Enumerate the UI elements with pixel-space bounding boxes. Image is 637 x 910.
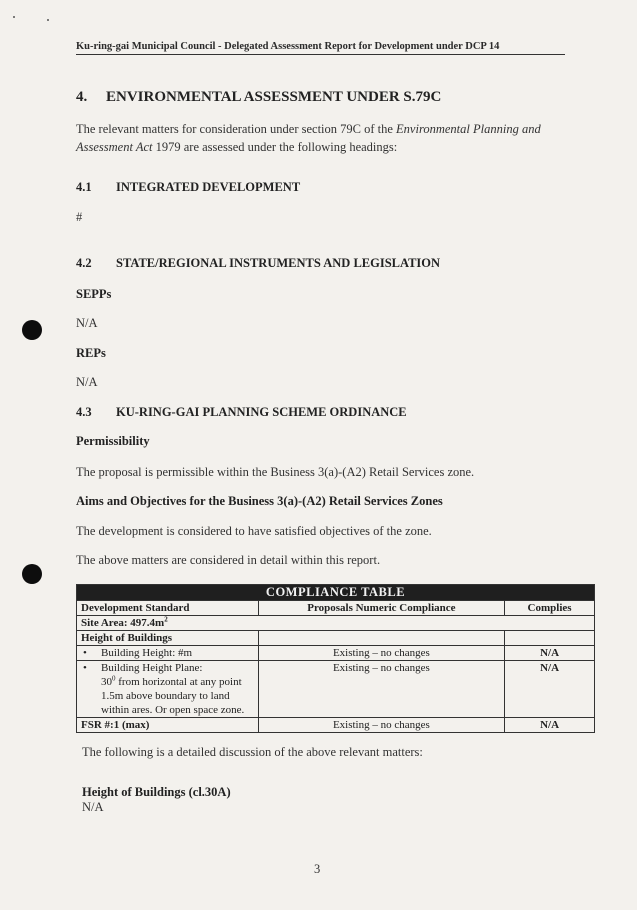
scan-speck	[13, 16, 15, 18]
section-4-2-title: STATE/REGIONAL INSTRUMENTS AND LEGISLATION	[116, 256, 441, 270]
table-title: COMPLIANCE TABLE	[77, 585, 595, 601]
section-4-1-number: 4.1	[76, 180, 92, 194]
section-4-number: 4.	[76, 89, 88, 105]
table-row	[77, 661, 595, 718]
reps-value: N/A	[76, 375, 98, 389]
permissibility-text: The proposal is permissible within the Business 3(a)-(A2) Retail Services zone.	[76, 465, 475, 479]
permissibility-heading: Permissibility	[76, 434, 150, 448]
table-row	[77, 646, 595, 661]
height-section-heading: Height of Buildings (cl.30A)	[82, 785, 231, 799]
section-4-1-content: #	[76, 210, 83, 224]
standard-cell: FSR #:1 (max)	[77, 718, 259, 733]
aims-text: The development is considered to have satisfied objectives of the zone.	[76, 524, 432, 538]
discussion-intro: The following is a detailed discussion of the above relevant matters:	[82, 745, 423, 759]
compliance-table	[76, 584, 595, 733]
intro-paragraph: The relevant matters for consideration under section 79C of the Environmental Planning and Assessment Act 1979 are assessed under the following headings:	[76, 122, 541, 154]
section-4-1-title: INTEGRATED DEVELOPMENT	[116, 180, 301, 194]
section-4-3-title: KU-RING-GAI PLANNING SCHEME ORDINANCE	[116, 405, 407, 419]
site-area-cell: Site Area: $497.4m^2$	[77, 616, 595, 631]
standard-cell: • Building Height Plane: $30^0$ from horizontal at any point 1.5m above boundary to land within ares. Or open space zone.	[77, 661, 259, 718]
reps-heading: REPs	[76, 346, 106, 360]
table-row	[77, 631, 595, 646]
bullet-icon: •	[83, 662, 87, 674]
table-cell	[505, 631, 595, 646]
header-rule	[76, 54, 565, 55]
height-section-value: N/A	[82, 800, 104, 814]
col-header-compliance: Proposals Numeric Compliance	[258, 601, 504, 616]
punch-hole-top	[22, 320, 42, 340]
section-4-3-number: 4.3	[76, 405, 92, 419]
col-header-standard: Development Standard	[77, 601, 259, 616]
bullet-icon: •	[83, 647, 87, 659]
section-4-title: ENVIRONMENTAL ASSESSMENT UNDER S.79C	[106, 89, 442, 105]
compliance-cell: Existing – no changes	[258, 718, 504, 733]
height-heading-cell: Height of Buildings	[77, 631, 259, 646]
compliance-cell: Existing – no changes	[258, 646, 504, 661]
sepps-value: N/A	[76, 316, 98, 330]
complies-cell: N/A	[505, 646, 595, 661]
table-row	[77, 718, 595, 733]
table-title-row	[77, 585, 595, 601]
standard-cell: • Building Height: #m	[77, 646, 259, 661]
page-number: 3	[314, 862, 321, 876]
complies-cell: N/A	[505, 661, 595, 718]
col-header-complies: Complies	[505, 601, 595, 616]
compliance-cell: Existing – no changes	[258, 661, 504, 718]
scan-speck	[47, 19, 49, 21]
running-header: Ku-ring-gai Municipal Council - Delegated Assessment Report for Development under DCP 14	[76, 41, 500, 52]
section-4-2-number: 4.2	[76, 256, 92, 270]
table-cell	[258, 631, 504, 646]
above-text: The above matters are considered in detail within this report.	[76, 553, 381, 567]
complies-cell: N/A	[505, 718, 595, 733]
punch-hole-bottom	[22, 564, 42, 584]
table-row	[77, 616, 595, 631]
sepps-heading: SEPPs	[76, 287, 112, 301]
table-header-row	[77, 601, 595, 616]
aims-heading: Aims and Objectives for the Business 3(a)-(A2) Retail Services Zones	[76, 494, 443, 508]
act-name: Environmental Planning and Assessment Act	[76, 122, 541, 154]
